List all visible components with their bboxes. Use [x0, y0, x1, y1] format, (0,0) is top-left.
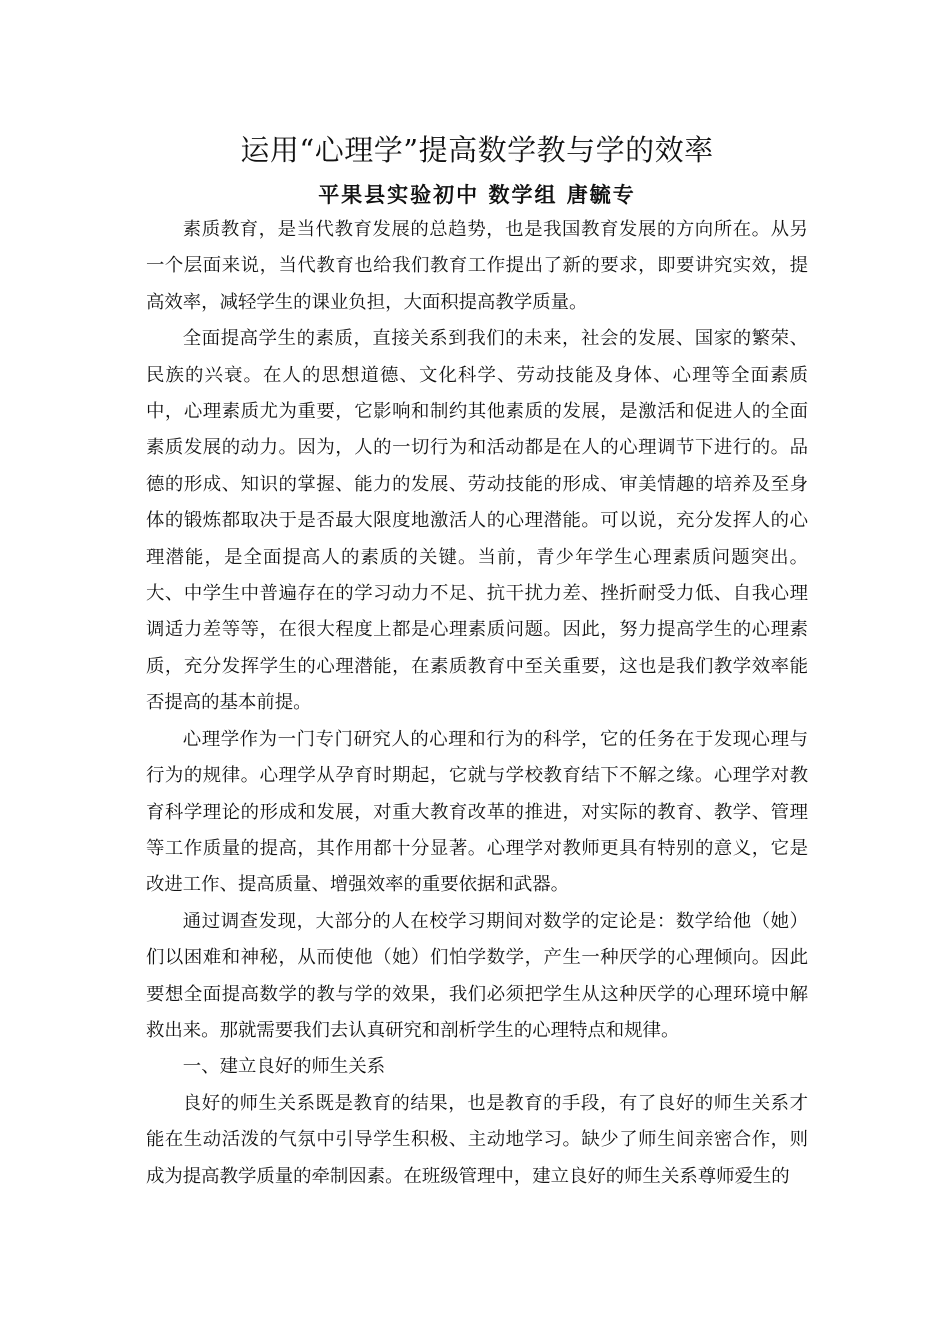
paragraph-5: 良好的师生关系既是教育的结果，也是教育的手段，有了良好的师生关系才能在生动活泼的气氛中引导学生积极、主动地学习。缺少了师生间亲密合作，则成为提高教学质量的牵制因素。在班级管理中，建立良好的师生关系尊师爱生的: [146, 1092, 808, 1187]
document-byline: 平果县实验初中 数学组 唐毓专: [318, 182, 636, 207]
document-title: 运用“心理学”提高数学教与学的效率: [240, 133, 714, 167]
paragraph-2: 全面提高学生的素质，直接关系到我们的未来，社会的发展、国家的繁荣、民族的兴衰。在人的思想道德、文化科学、劳动技能及身体、心理等全面素质中，心理素质尤为重要，它影响和制约其他素质的发展，是激活和促进人的全面素质发展的动力。因为，人的一切行为和活动都是在人的心理调节下进行的。品德的形成、知识的掌握、能力的发展、劳动技能的形成、审美情趣的培养及至身体的锻炼都取决于是否最大限度地激活人的心理潜能。可以说，充分发挥人的心理潜能，是全面提高人的素质的关键。当前，青少年学生心理素质问题突出。大、中学生中普遍存在的学习动力不足、抗干扰力差、挫折耐受力低、自我心理调适力差等等，在很大程度上都是心理素质问题。因此，努力提高学生的心理素质，充分发挥学生的心理潜能，在素质教育中至关重要，这也是我们教学效率能否提高的基本前提。: [146, 328, 808, 714]
document-body: [146, 212, 808, 1195]
paragraph-4: 通过调查发现，大部分的人在校学习期间对数学的定论是：数学给他（她）们以困难和神秘，从而使他（她）们怕学数学，产生一种厌学的心理倾向。因此要想全面提高数学的教与学的效果，我们必须把学生从这种厌学的心理环境中解救出来。那就需要我们去认真研究和剖析学生的心理特点和规律。: [146, 910, 808, 1041]
paragraph-1: 素质教育，是当代教育发展的总趋势，也是我国教育发展的方向所在。从另一个层面来说，当代教育也给我们教育工作提出了新的要求，即要讲究实效，提高效率，减轻学生的课业负担，大面积提高教学质量。: [146, 219, 808, 313]
section-heading-1: 一、建立良好的师生关系: [182, 1056, 386, 1078]
paragraph-3: 心理学作为一门专门研究人的心理和行为的科学，它的任务在于发现心理与行为的规律。心理学从孕育时期起，它就与学校教育结下不解之缘。心理学对教育科学理论的形成和发展，对重大教育改革的推进，对实际的教育、教学、管理等工作质量的提高，其作用都十分显著。心理学对教师更具有特别的意义，它是改进工作、提高质量、增强效率的重要依据和武器。: [146, 728, 808, 896]
